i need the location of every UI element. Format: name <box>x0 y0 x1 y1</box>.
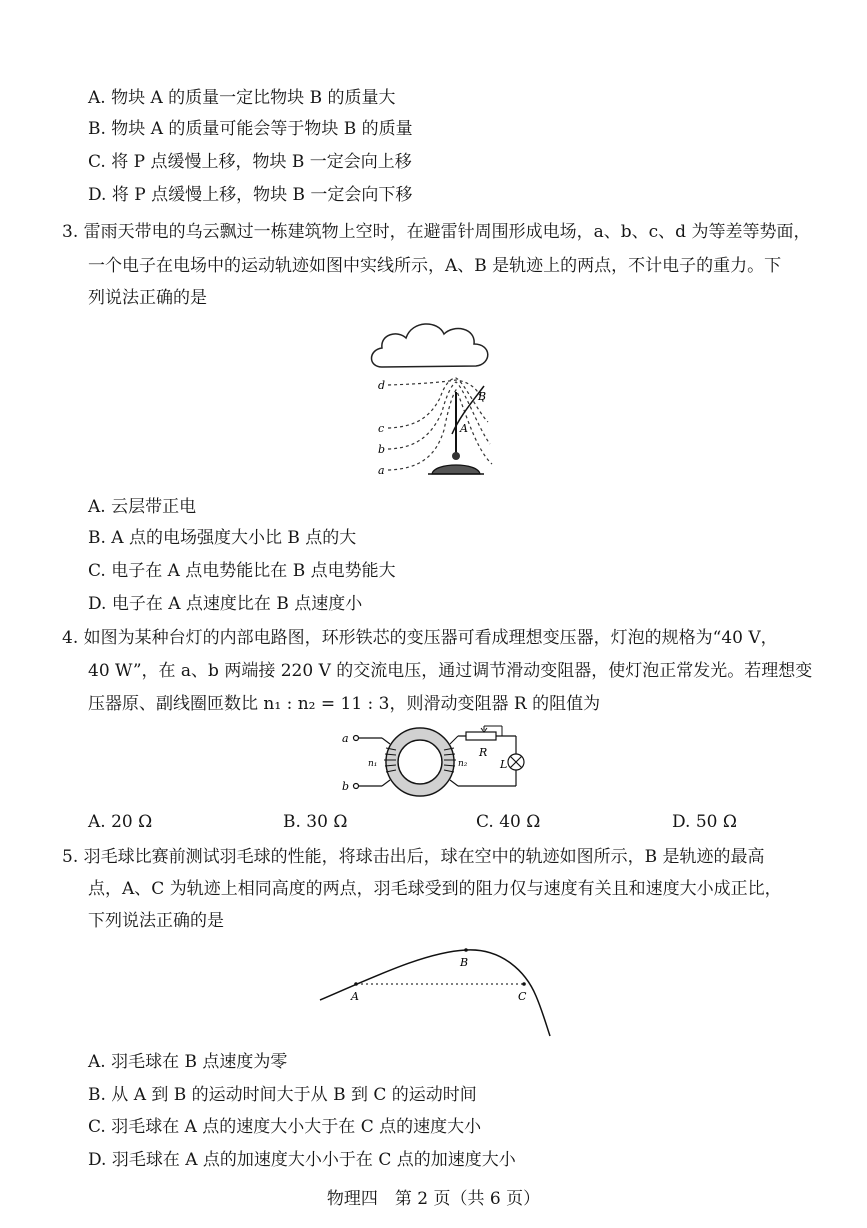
q2-option-d: D. 将 P 点缓慢上移，物块 B 一定会向下移 <box>88 185 413 205</box>
q4-fig-label-a: a <box>342 732 349 745</box>
q4-option-a: A. 20 Ω <box>88 812 153 832</box>
q4-option-c: C. 40 Ω <box>476 812 541 832</box>
q4-fig-label-L: L <box>500 758 508 771</box>
page-footer: 物理四 第 2 页（共 6 页） <box>326 1189 541 1209</box>
q5-stem-line3: 下列说法正确的是 <box>88 911 224 931</box>
q5-fig-label-C: C <box>518 990 527 1003</box>
q3-fig-label-a: a <box>378 464 385 477</box>
q3-fig-label-c: c <box>378 422 385 435</box>
q4-stem-line3: 压器原、副线圈匝数比 n₁ : n₂ = 11 : 3，则滑动变阻器 R 的阻值为 <box>88 694 601 714</box>
q2-option-b: B. 物块 A 的质量可能会等于物块 B 的质量 <box>88 119 413 139</box>
q5-option-a: A. 羽毛球在 B 点速度为零 <box>88 1052 288 1072</box>
q3-stem-line2: 一个电子在电场中的运动轨迹如图中实线所示，A、B 是轨迹上的两点，不计电子的重力。下 <box>88 256 782 276</box>
q5-figure-trajectory <box>316 942 556 1042</box>
q3-stem-line3: 列说法正确的是 <box>88 288 207 308</box>
q4-fig-label-n2: n₂ <box>458 759 468 769</box>
q4-stem-line1: 4. 如图为某种台灯的内部电路图，环形铁芯的变压器可看成理想变压器，灯泡的规格为“40 V， <box>62 628 778 648</box>
q5-option-b: B. 从 A 到 B 的运动时间大于从 B 到 C 的运动时间 <box>88 1085 477 1105</box>
q4-stem-line2: 40 W”，在 a、b 两端接 220 V 的交流电压，通过调节滑动变阻器，使灯泡正常发光。若理想变 <box>88 661 813 681</box>
q4-fig-label-n1: n₁ <box>368 759 378 769</box>
q5-stem-line2: 点，A、C 为轨迹上相同高度的两点，羽毛球受到的阻力仅与速度有关且和速度大小成正比， <box>88 879 782 899</box>
q4-fig-label-b: b <box>342 780 350 793</box>
q3-fig-label-d: d <box>378 379 386 392</box>
q4-figure-transformer-circuit <box>336 724 536 804</box>
q2-option-a: A. 物块 A 的质量一定比物块 B 的质量大 <box>88 88 396 108</box>
q5-option-c: C. 羽毛球在 A 点的速度大小大于在 C 点的速度大小 <box>88 1117 482 1137</box>
q3-fig-label-A: A <box>460 422 468 435</box>
q5-stem-line1: 5. 羽毛球比赛前测试羽毛球的性能，将球击出后，球在空中的轨迹如图所示，B 是轨迹的最高 <box>62 847 765 867</box>
q3-fig-label-b: b <box>378 443 386 456</box>
q3-stem-line1: 3. 雷雨天带电的乌云飘过一栋建筑物上空时，在避雷针周围形成电场，a、b、c、d 为等差等势面， <box>62 222 811 242</box>
q3-option-d: D. 电子在 A 点速度比在 B 点速度小 <box>88 594 363 614</box>
q3-option-c: C. 电子在 A 点电势能比在 B 点电势能大 <box>88 561 396 581</box>
q4-option-d: D. 50 Ω <box>672 812 737 832</box>
q5-fig-label-B: B <box>460 956 469 969</box>
q4-option-b: B. 30 Ω <box>283 812 348 832</box>
q5-fig-label-A: A <box>351 990 359 1003</box>
q5-option-d: D. 羽毛球在 A 点的加速度大小小于在 C 点的加速度大小 <box>88 1150 516 1170</box>
q4-fig-label-R: R <box>479 746 488 759</box>
q3-option-b: B. A 点的电场强度大小比 B 点的大 <box>88 528 357 548</box>
q2-option-c: C. 将 P 点缓慢上移，物块 B 一定会向上移 <box>88 152 412 172</box>
cloud-icon <box>372 324 488 367</box>
q3-fig-label-B: B <box>478 390 487 403</box>
q3-figure-lightning-rod <box>360 312 510 484</box>
q3-option-a: A. 云层带正电 <box>88 497 197 517</box>
